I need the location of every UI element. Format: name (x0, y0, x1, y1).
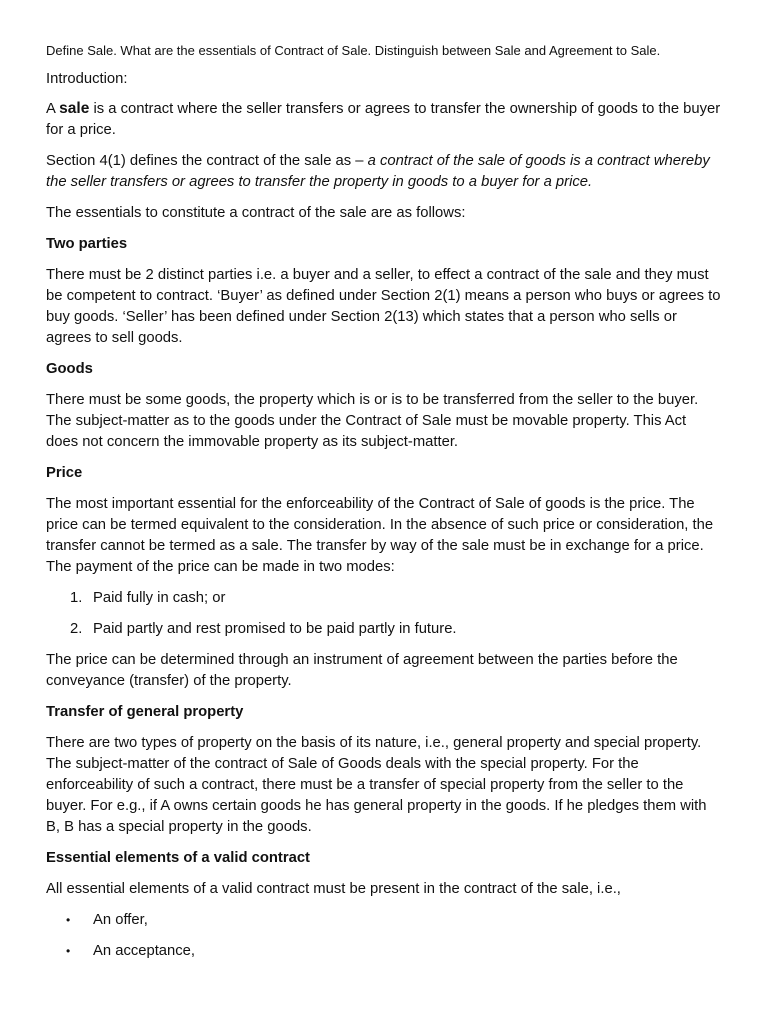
payment-modes-list (46, 588, 722, 640)
list-item-text: Paid partly and rest promised to be paid partly in future. (93, 621, 457, 637)
list-item-text: Paid fully in cash; or (93, 590, 226, 606)
essential-elements-paragraph: All essential elements of a valid contract must be present in the contract of the sale, i.e., (46, 881, 621, 897)
essentials-intro-paragraph: The essentials to constitute a contract of the sale are as follows: (46, 205, 466, 221)
essential-elements-list (46, 910, 722, 962)
price-determination-paragraph: The price can be determined through an instrument of agreement between the parties before the conveyance (transfer) of the property. (46, 652, 678, 689)
list-item-text: An acceptance, (93, 943, 196, 959)
sale-definition-prefix: A (46, 101, 60, 117)
section-4-paragraph (46, 151, 722, 193)
essential-element-item (46, 910, 722, 931)
payment-mode-item (46, 619, 722, 640)
list-number: 2. (70, 621, 83, 637)
price-paragraph: The most important essential for the enforceability of the Contract of Sale of goods is the price. The price can be termed equivalent to the consideration. In the absence of such price or consideration, the transfer cannot be termed as a sale. The transfer by way of the sale must be in exchange for a price. The payment of the price can be made in two modes: (46, 496, 714, 575)
sale-definition-paragraph (46, 98, 722, 141)
question-title: Define Sale. What are the essentials of Contract of Sale. Distinguish between Sale and Agreement to Sale. (46, 43, 661, 58)
sale-keyword: sale (59, 100, 90, 117)
section-4-quote: a contract of the sale of goods is a contract whereby the seller transfers or agrees to transfer the property in goods to a buyer for a price. (46, 153, 710, 190)
heading-essential-elements: Essential elements of a valid contract (46, 850, 310, 866)
bullet-icon: • (66, 913, 71, 927)
heading-goods: Goods (46, 361, 93, 377)
sale-definition-text: is a contract where the seller transfers or agrees to transfer the ownership of goods to the buyer for a price. (46, 101, 721, 138)
introduction-label: Introduction: (46, 71, 128, 87)
heading-transfer-of-general-property: Transfer of general property (46, 704, 244, 720)
heading-two-parties: Two parties (46, 236, 128, 252)
transfer-paragraph: There are two types of property on the basis of its nature, i.e., general property and special property. The subject-matter of the contract of Sale of Goods deals with the special property. For the enforceability of such a contract, there must be a transfer of special property from the seller to the buyer. For e.g., if A owns certain goods he has general property in the goods. If he pledges them with B, B has a special property in the goods. (46, 735, 707, 835)
two-parties-paragraph: There must be 2 distinct parties i.e. a buyer and a seller, to effect a contract of the sale and they must be competent to contract. ‘Buyer’ as defined under Section 2(1) means a person who buys or agrees to buy goods. ‘Seller’ has been defined under Section 2(13) which states that a person who sells or agrees to sell goods. (46, 267, 721, 346)
heading-price: Price (46, 465, 83, 481)
goods-paragraph: There must be some goods, the property which is or is to be transferred from the seller to the buyer. The subject-matter as to the goods under the Contract of Sale must be movable property. This Act does not concern the immovable property as its subject-matter. (46, 392, 699, 450)
section-4-prefix: Section 4(1) defines the contract of the sale as – (46, 153, 368, 169)
payment-mode-item (46, 588, 722, 609)
bullet-icon: • (66, 944, 71, 958)
list-item-text: An offer, (93, 912, 148, 928)
essential-element-item (46, 941, 722, 962)
list-number: 1. (70, 590, 83, 606)
